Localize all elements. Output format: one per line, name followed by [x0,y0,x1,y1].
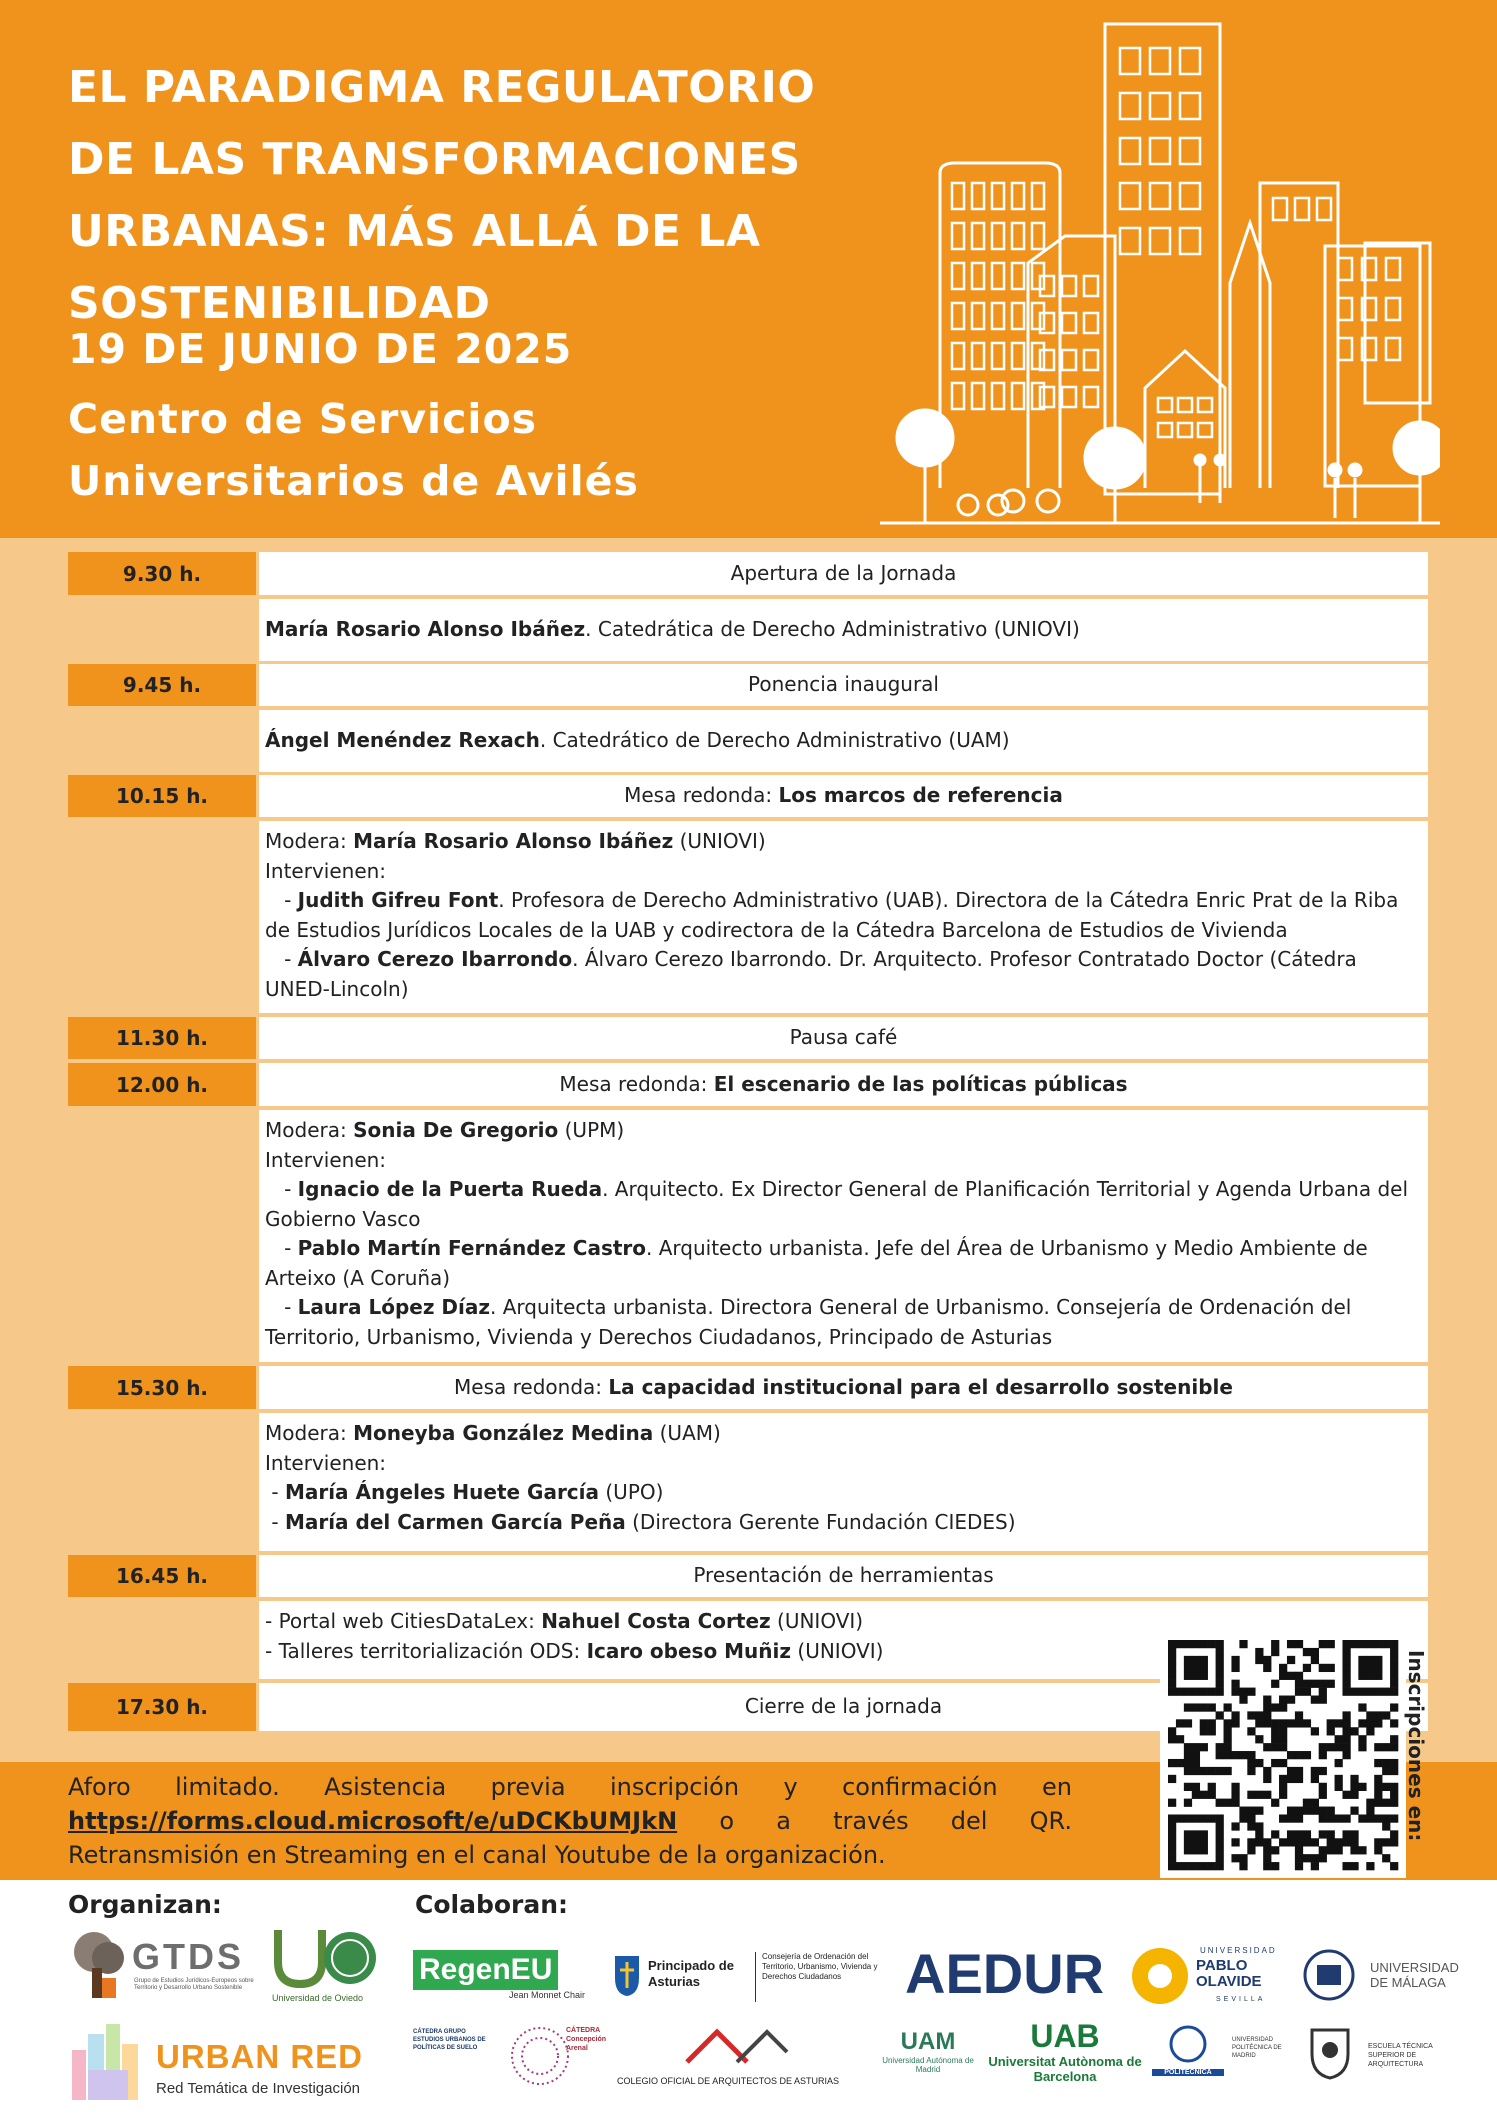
speaker-name: Pablo Martín Fernández Castro [297,1236,647,1260]
speaker-role: . Arquitecta urbanista. Directora General de Urbanismo. Consejería de Ordenación del Territorio, Urbanismo, Vivienda y Derechos Ciudadanos, Principado de Asturias [265,1295,1352,1349]
upm-text-logo [1232,2036,1302,2086]
speaker-name: Álvaro Cerezo Ibarrondo [297,947,573,971]
notice-word: a [776,1807,791,1835]
session-title [259,1063,1428,1106]
aedur-logo [905,1942,1105,2006]
moderator-label: Modera: [265,829,354,853]
tool-presenter: Icaro obeso Muñiz [586,1638,792,1663]
moderator-name: Moneyba González Medina [353,1421,654,1445]
time-cell: 12.00 h. [68,1063,256,1106]
upm-subtitle: UNIVERSIDAD POLITÉCNICA DE MADRID [1232,2037,1282,2059]
speaker-name: Ignacio de la Puerta Rueda [297,1177,603,1201]
header-banner [0,0,1497,538]
event-venue [68,388,639,512]
speakers-label: Intervienen: [265,858,387,883]
time-cell: 16.45 h. [68,1555,256,1597]
speaker-name: Judith Gifreu Font [297,888,499,912]
coaa-emblem-icon [677,2022,797,2072]
notice-word: QR. [1029,1807,1072,1835]
notice-word: previa [490,1773,566,1801]
session-prefix: Mesa redonda: [454,1374,609,1399]
gtds-tree-icon [68,1928,132,2000]
tool-affiliation: (UNIOVI) [791,1638,884,1663]
organizers-label: Organizan: [68,1890,222,1919]
qr-label: Inscripciones en: [1404,1650,1428,1842]
speaker-name: María del Carmen García Peña [284,1509,626,1534]
regeneu-subtitle: Jean Monnet Chair [508,1990,585,2000]
coaa-name: COLEGIO OFICIAL DE ARQUITECTOS DE ASTURIAS [617,2076,840,2086]
speaker-role: (Directora Gerente Fundación CIEDES) [625,1509,1016,1534]
session-detail [259,821,1428,1013]
uab-logo [985,2018,1145,2092]
gtds-subtitle: Grupo de Estudios Jurídicos-Europeos sobre Territorio y Desarrollo Urbano Sostenible [134,1978,254,1991]
collaborators-label: Colaboran: [415,1890,569,1919]
program-row-coffee-break [68,1017,1428,1059]
qr-label-wrapper [1392,1650,1432,1870]
session-detail [259,710,1428,772]
session-prefix: Mesa redonda: [624,783,779,808]
principado-asturias-logo [612,1948,772,2004]
bullet-dash: - [265,1509,285,1534]
notice-word: o [719,1807,735,1835]
uam-name: UAM [900,2028,956,2055]
session-title: Cierre de la jornada [259,1683,1428,1731]
notice-line-1 [68,1770,1072,1804]
catedra-suelo-logo [413,2028,493,2088]
session-title: Ponencia inaugural [259,664,1428,706]
gtds-logo [68,1928,268,2000]
uniovi-logo [272,1926,382,2004]
uniovi-name: Universidad de Oviedo [272,1993,364,2003]
session-name: Los marcos de referencia [778,783,1063,808]
moderator-affiliation: (UNIOVI) [673,829,766,853]
title-line-3-part-1: URBANAS: [68,206,346,257]
malaga-logo [1300,1948,1460,2004]
speaker-role: . Catedrático de Derecho Administrativo (UAM) [539,728,1010,753]
registration-link[interactable]: https://forms.cloud.microsoft/e/uDCKbUMJkN [68,1807,678,1835]
moderator-name: Sonia De Gregorio [353,1118,559,1142]
program-row-roundtable-1 [68,775,1428,817]
moderator-label: Modera: [265,1118,354,1142]
speaker-name: María Ángeles Huete García [284,1480,600,1504]
session-title: Pausa café [259,1017,1428,1059]
speaker-name: Ángel Menéndez Rexach [265,728,540,753]
speakers-label: Intervienen: [265,1147,387,1172]
moderator-line [265,827,1422,857]
urban-red-logo [68,2020,388,2110]
program-row-roundtable-2 [68,1063,1428,1106]
speaker-line [265,1478,1422,1508]
time-cell: 11.30 h. [68,1017,256,1059]
time-cell: 15.30 h. [68,1366,256,1409]
urban-red-name: URBAN RED [156,2038,363,2075]
program-row-roundtable-3-detail [68,1413,1428,1551]
olavide-city: SEVILLA [1216,1996,1266,2003]
notice-word: inscripción [609,1773,740,1801]
session-detail [259,599,1428,661]
bullet-dash: - [265,1236,298,1260]
city-skyline-illustration [880,18,1440,528]
bullet-dash: - [265,1480,285,1504]
session-title: Apertura de la Jornada [259,552,1428,595]
principado-name: Principado de Asturias [648,1958,734,1989]
event-title [68,52,888,340]
urban-red-buildings-icon [68,2020,150,2106]
program-row-tools [68,1555,1428,1597]
speaker-role: (UPO) [599,1480,664,1504]
program-row-opening-detail [68,599,1428,661]
registration-notice [68,1770,1072,1872]
venue-line-1: Centro de Servicios [68,395,538,443]
moderator-affiliation: (UAM) [653,1421,721,1445]
speakers-label: Intervienen: [265,1450,387,1475]
notice-word: Asistencia [324,1773,447,1801]
bullet-dash: - [265,947,298,971]
olavide-sun-icon [1130,1946,1190,2006]
session-title: Presentación de herramientas [259,1555,1428,1597]
consejeria-logo [755,1952,892,2002]
moderator-line [265,1116,1422,1146]
olavide-name: PABLO OLAVIDE [1196,1957,1262,1990]
gtds-name: GTDS [132,1936,245,1977]
upm-logo [1152,2024,1224,2090]
aedur-name: AEDUR [905,1942,1105,2005]
tool-affiliation: (UNIOVI) [770,1609,864,1633]
moderator-name: María Rosario Alonso Ibáñez [353,829,674,853]
speaker-name: Laura López Díaz [297,1295,491,1319]
session-prefix: Mesa redonda: [559,1071,714,1096]
coaa-logo [617,2022,867,2092]
uab-name: UAB [1030,2018,1100,2054]
notice-word: en [1041,1773,1072,1801]
bullet-dash: - [265,888,298,912]
event-date: 19 DE JUNIO DE 2025 [68,325,573,373]
moderator-label: Modera: [265,1421,354,1445]
session-detail [259,1110,1428,1362]
time-cell: 9.45 h. [68,664,256,706]
olavide-top: UNIVERSIDAD [1200,1946,1277,1955]
dots-circle-icon [505,2022,575,2090]
tool-label: - Talleres territorialización ODS: [265,1638,587,1663]
speaker-role: . Catedrática de Derecho Administrativo (UNIOVI) [585,617,1080,642]
speaker-name: María Rosario Alonso Ibáñez [265,617,586,642]
program-row-inaugural [68,664,1428,706]
speaker-role: . Profesora de Derecho Administrativo (UAB). Directora de la Cátedra Enric Prat de la Riba de Estudios Jurídicos Locales de la UAB y codirectora de la Cátedra Barcelona de Estudios de Vivienda [265,888,1399,942]
speaker-line [265,1234,1422,1293]
title-line-1: EL PARADIGMA REGULATORIO [68,62,816,113]
program-row-roundtable-2-detail [68,1110,1428,1362]
catedra-suelo-name: CÁTEDRA GRUPO ESTUDIOS URBANOS DE POLÍTICAS DE SUELO [413,2029,486,2051]
session-name: El escenario de las políticas públicas [713,1071,1128,1096]
notice-line-2 [68,1804,1072,1838]
session-title [259,1366,1428,1409]
title-line-2: DE LAS TRANSFORMACIONES [68,134,801,185]
registration-qr-code[interactable] [1160,1632,1406,1878]
malaga-emblem-icon [1300,1948,1358,2002]
uab-subtitle: Universitat Autònoma de Barcelona [988,2054,1142,2084]
speaker-role: . Arquitecto. Ex Director General de Planificación Territorial y Agenda Urbana del Gobierno Vasco [265,1177,1409,1231]
upm-name: POLITÉCNICA [1152,2069,1224,2076]
asturias-coat-of-arms-icon [612,1948,642,1998]
notice-word: del [950,1807,988,1835]
uam-subtitle: Universidad Autónoma de Madrid [882,2056,974,2074]
notice-word: y [783,1773,798,1801]
malaga-name: UNIVERSIDAD DE MÁLAGA [1370,1960,1459,1990]
notice-word: confirmación [842,1773,998,1801]
speaker-line [265,1508,1422,1538]
speaker-line [265,1175,1422,1234]
notice-word: limitado. [175,1773,280,1801]
speaker-line [265,1293,1422,1352]
title-line-4: SOSTENIBILIDAD [68,278,491,329]
title-line-3 [68,196,888,268]
session-title [259,775,1428,817]
regeneu-name: RegenEU [413,1950,558,1990]
tool-presenter: Nahuel Costa Cortez [541,1609,771,1633]
program-row-opening [68,552,1428,595]
bullet-dash: - [265,1295,298,1319]
uniovi-emblem-icon [272,1926,382,1988]
venue-line-2: Universitarios de Avilés [68,457,639,505]
streaming-note: Retransmisión en Streaming en el canal Youtube de la organización. [68,1841,886,1869]
session-name: La capacidad institucional para el desarrollo sostenible [608,1374,1233,1399]
time-cell: 10.15 h. [68,775,256,817]
regeneu-logo [413,1950,593,2002]
urban-red-subtitle: Red Temática de Investigación [156,2080,361,2097]
session-detail [259,1413,1428,1551]
speaker-line [265,886,1422,945]
program-row-roundtable-3 [68,1366,1428,1409]
moderator-affiliation: (UPM) [558,1118,625,1142]
speaker-role: . Álvaro Cerezo Ibarrondo. Dr. Arquitecto. Profesor Contratado Doctor (Cátedra UNED-Lincoln) [265,947,1357,1001]
notice-word: través [833,1807,909,1835]
olavide-logo [1130,1946,1292,2008]
upm-emblem-icon [1168,2024,1208,2064]
etsam-coat-of-arms-icon [1306,2024,1354,2080]
program-row-inaugural-detail [68,710,1428,772]
moderator-line [265,1419,1422,1449]
notice-word: Aforo [68,1773,131,1801]
time-cell: 9.30 h. [68,552,256,595]
title-line-3-part-2: MÁS ALLÁ DE LA [345,206,761,257]
tool-label: - Portal web CitiesDataLex: [265,1609,542,1633]
bullet-dash: - [265,1177,298,1201]
consejeria-name: Consejería de Ordenación del Territorio, Urbanismo, Vivienda y Derechos Ciudadanos [762,1952,878,1981]
catedra-arenal-name: CÁTEDRA Concepción Arenal [566,2027,607,2052]
uam-logo [878,2028,978,2090]
etsam-logo [1306,2024,1456,2090]
time-cell: 17.30 h. [68,1683,256,1731]
qr-code-icon [1160,1632,1406,1878]
program-row-roundtable-1-detail [68,821,1428,1013]
etsam-name: ESCUELA TÉCNICA SUPERIOR DE ARQUITECTURA [1368,2043,1433,2068]
speaker-line [265,945,1422,1004]
speaker-role: . Arquitecto urbanista. Jefe del Área de Urbanismo y Medio Ambiente de Arteixo (A Coruña) [265,1236,1368,1290]
